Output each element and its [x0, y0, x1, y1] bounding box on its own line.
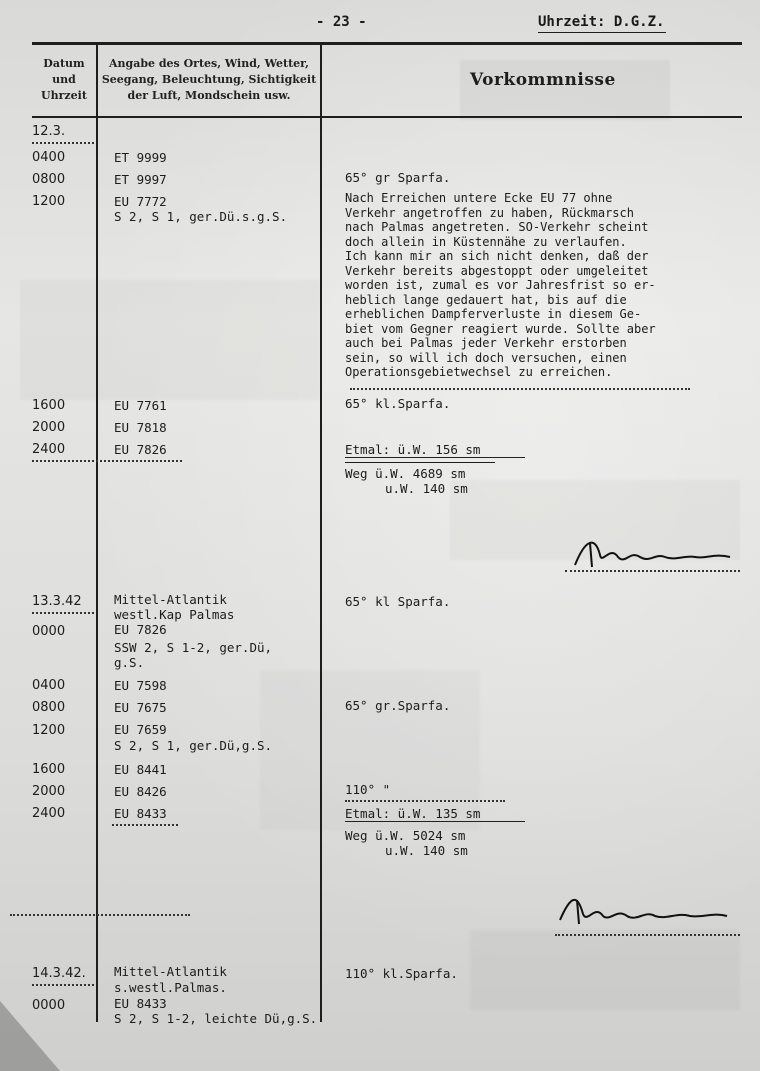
time-cell: 1600	[32, 762, 66, 777]
day1-date: 12.3.	[32, 124, 66, 139]
weather-cell: SSW 2, S 1-2, ger.Dü,	[114, 640, 273, 655]
place-column-header	[100, 56, 318, 104]
header-line: und	[52, 73, 76, 86]
day2-end-dots	[112, 824, 178, 826]
day1-end-dots	[32, 460, 182, 462]
events-column-header: Vorkommnisse	[470, 70, 616, 90]
date-column-divider	[96, 42, 98, 1022]
time-cell: 0000	[32, 624, 66, 639]
weg-divider	[345, 462, 495, 463]
day2-weg-submerged: u.W. 140 sm	[385, 843, 468, 858]
commander-signature	[570, 535, 740, 575]
position-cell: EU 7818	[114, 420, 167, 435]
bleed-through-area	[470, 930, 740, 1010]
position-cell: EU 7826	[114, 622, 167, 637]
narrative-line: nach Palmas angetreten. SO-Verkehr scheint	[345, 220, 649, 234]
position-cell: EU 7772	[114, 194, 167, 209]
header-line: Datum	[43, 57, 85, 70]
header-line: Uhrzeit	[41, 89, 87, 102]
position-cell: EU 8433	[114, 996, 167, 1011]
day3-location-line1: Mittel-Atlantik	[114, 964, 227, 979]
header-bottom-rule	[32, 116, 742, 118]
day1-date-dots	[32, 142, 94, 144]
weather-cell: S 2, S 1, ger.Dü,g.S.	[114, 738, 273, 753]
narrative-line: biet vom Gegner reagiert wurde. Sollte aber	[345, 321, 656, 336]
narrative-line: heblich lange gedauert hat, bis auf die	[345, 292, 627, 307]
day3-location-line2: s.westl.Palmas.	[114, 980, 227, 995]
day3-date-dots	[32, 984, 94, 986]
position-cell: ET 9997	[114, 172, 167, 187]
row-dots	[345, 800, 505, 802]
header-line: Angabe des Ortes, Wind, Wetter,	[108, 57, 310, 70]
bleed-through-area	[460, 60, 670, 120]
time-cell: 0800	[32, 172, 66, 187]
page-corner-shadow	[0, 1001, 60, 1071]
day3-date: 14.3.42.	[32, 966, 86, 981]
narrative-line: Verkehr bereits abgestoppt oder umgeleitet	[345, 263, 649, 278]
table-top-rule	[32, 42, 742, 45]
position-cell: ET 9999	[114, 150, 167, 165]
time-cell: 2400	[32, 442, 66, 457]
time-cell: 0400	[32, 678, 66, 693]
date-column-header	[34, 56, 94, 104]
time-cell: 0400	[32, 150, 66, 165]
day2-weg-surface: Weg ü.W. 5024 sm	[345, 828, 466, 843]
weather-cell: S 2, S 1, ger.Dü.s.g.S.	[114, 209, 288, 224]
narrative-line: auch bei Palmas jeder Verkehr erstorben	[345, 336, 627, 350]
day2-location-line2: westl.Kap Palmas	[114, 607, 235, 622]
commander-signature	[555, 892, 735, 932]
position-cell: EU 8433	[114, 806, 167, 821]
position-cell: EU 8441	[114, 762, 167, 777]
day1-etmal: Etmal: ü.W. 156 sm	[345, 442, 525, 458]
day2-signature-dots	[555, 934, 740, 936]
day1-narrative	[345, 191, 656, 380]
time-cell: 1200	[32, 723, 66, 738]
time-cell: 0800	[32, 700, 66, 715]
position-cell: EU 7659	[114, 722, 167, 737]
header-line: Seegang, Beleuchtung, Sichtigkeit	[101, 73, 317, 86]
place-column-divider	[320, 42, 322, 1022]
time-cell: 2000	[32, 784, 66, 799]
weather-cell: g.S.	[114, 655, 145, 670]
weather-cell: S 2, S 1-2, leichte Dü,g.S.	[114, 1011, 318, 1026]
day2-location-line1: Mittel-Atlantik	[114, 592, 227, 607]
event-cell: 110° "	[345, 782, 391, 797]
event-cell: 65° gr.Sparfa.	[345, 698, 451, 713]
day1-weg-submerged: u.W. 140 sm	[385, 481, 468, 496]
narrative-line: doch allein in Küstennähe zu verlaufen.	[345, 234, 627, 249]
day1-weg-surface: Weg ü.W. 4689 sm	[345, 466, 466, 481]
narrative-line: Nach Erreichen untere Ecke EU 77 ohne	[345, 191, 613, 205]
time-zone-label: Uhrzeit: D.G.Z.	[538, 14, 665, 30]
day2-left-end-dots	[10, 914, 190, 916]
position-cell: EU 7675	[114, 700, 167, 715]
day1-signature-dots	[565, 570, 740, 572]
time-label-underline	[538, 32, 666, 33]
time-cell: 1600	[32, 398, 66, 413]
day2-etmal: Etmal: ü.W. 135 sm	[345, 806, 525, 822]
time-cell: 2000	[32, 420, 66, 435]
position-cell: EU 7826	[114, 442, 167, 457]
event-cell: 65° gr Sparfa.	[345, 170, 451, 185]
day2-date: 13.3.42	[32, 594, 82, 609]
narrative-line: Ich kann mir an sich nicht denken, daß der	[345, 249, 649, 263]
header-line: der Luft, Mondschein usw.	[127, 89, 291, 102]
event-cell: 65° kl.Sparfa.	[345, 396, 451, 411]
time-cell: 2400	[32, 806, 66, 821]
narrative-end-dots	[350, 388, 690, 390]
narrative-line: sein, so will ich doch versuchen, einen	[345, 350, 627, 365]
day2-date-dots	[32, 612, 94, 614]
position-cell: EU 8426	[114, 784, 167, 799]
page-number: - 23 -	[316, 14, 367, 30]
position-cell: EU 7598	[114, 678, 167, 693]
narrative-line: Operationsgebietwechsel zu erreichen.	[345, 365, 613, 379]
position-cell: EU 7761	[114, 398, 167, 413]
time-cell: 1200	[32, 194, 66, 209]
narrative-line: erheblichen Dampferverluste in diesem Ge-	[345, 307, 642, 321]
narrative-line: worden ist, zumal es vor Jahresfrist so er-	[345, 278, 656, 292]
bleed-through-area	[20, 280, 320, 400]
narrative-line: Verkehr angetroffen zu haben, Rückmarsch	[345, 205, 634, 220]
time-cell: 0000	[32, 998, 66, 1013]
event-cell: 65° kl Sparfa.	[345, 594, 451, 609]
event-cell: 110° kl.Sparfa.	[345, 966, 458, 981]
